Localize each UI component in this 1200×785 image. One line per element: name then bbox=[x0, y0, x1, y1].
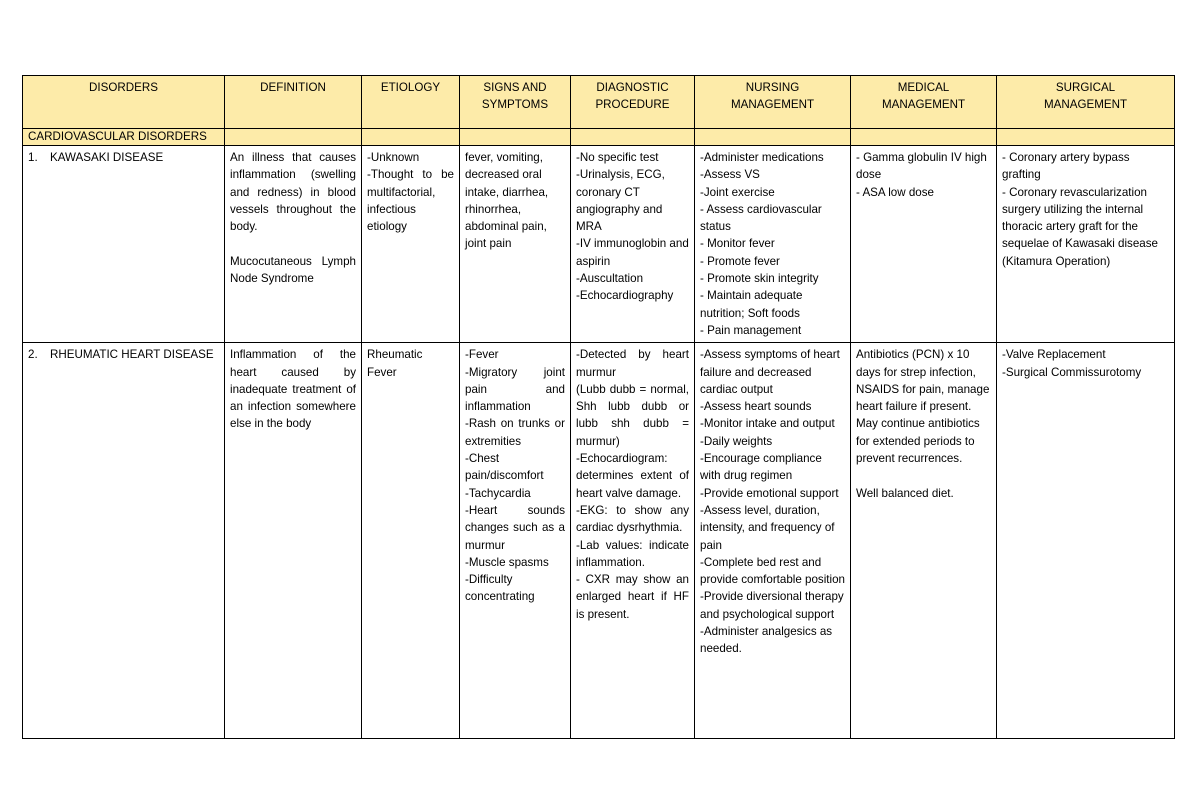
etiology-cell: -Unknown -Thought to be multifactorial, infectious etiology bbox=[362, 146, 460, 343]
definition-cell: Inflammation of the heart caused by inadequate treatment of an infection somewhere else in the body bbox=[225, 343, 362, 739]
signs-cell: -Fever -Migratory joint pain and inflammation -Rash on trunks or extremities -Chest pain/discomfort -Tachycardia -Heart sounds changes such as a murmur -Muscle spasms -Difficulty concentrating bbox=[460, 343, 571, 739]
section-empty-cell bbox=[851, 129, 997, 146]
header-row bbox=[23, 76, 1175, 129]
section-empty-cell bbox=[362, 129, 460, 146]
section-empty-cell bbox=[997, 129, 1175, 146]
medical-cell: Antibiotics (PCN) x 10 days for strep infection, NSAIDS for pain, manage heart failure if present. May continue antibiotics for extended periods to prevent recurrences. Well balanced diet. bbox=[851, 343, 997, 739]
header-etiology: ETIOLOGY bbox=[362, 76, 460, 129]
section-empty-cell bbox=[225, 129, 362, 146]
header-disorders: DISORDERS bbox=[23, 76, 225, 129]
header-nursing-management: NURSING MANAGEMENT bbox=[695, 76, 851, 129]
disorders-table bbox=[22, 75, 1175, 739]
section-empty-cell bbox=[460, 129, 571, 146]
nursing-cell: -Assess symptoms of heart failure and decreased cardiac output -Assess heart sounds -Monitor intake and output -Daily weights -Encourage compliance with drug regimen -Provide emotional support -Assess level, duration, intensity, and frequency of pain -Complete bed rest and provide comfortable position -Provide diversional therapy and psychological support -Administer analgesics as needed. bbox=[695, 343, 851, 739]
surgical-cell: - Coronary artery bypass grafting - Coronary revascularization surgery utilizing the internal thoracic artery graft for the sequelae of Kawasaki disease (Kitamura Operation) bbox=[997, 146, 1175, 343]
definition-cell: An illness that causes inflammation (swelling and redness) in blood vessels throughout the body. Mucocutaneous Lymph Node Syndrome bbox=[225, 146, 362, 343]
nursing-cell: -Administer medications -Assess VS -Joint exercise - Assess cardiovascular status - Monitor fever - Promote fever - Promote skin integrity - Maintain adequate nutrition; Soft foods - Pain management bbox=[695, 146, 851, 343]
header-surgical-management: SURGICAL MANAGEMENT bbox=[997, 76, 1175, 129]
row-number: 1. bbox=[28, 151, 38, 164]
table-row-rheumatic bbox=[23, 343, 1175, 739]
table-row-kawasaki bbox=[23, 146, 1175, 343]
header-diagnostic-procedure: DIAGNOSTIC PROCEDURE bbox=[571, 76, 695, 129]
disorder-name: KAWASAKI DISEASE bbox=[50, 151, 164, 164]
disorder-name: RHEUMATIC HEART DISEASE bbox=[50, 348, 214, 362]
header-signs-and-symptoms: SIGNS AND SYMPTOMS bbox=[460, 76, 571, 129]
disorder-cell bbox=[23, 146, 225, 343]
section-row bbox=[23, 129, 1175, 146]
etiology-cell: Rheumatic Fever bbox=[362, 343, 460, 739]
diagnostic-cell: -Detected by heart murmur (Lubb dubb = normal, Shh lubb dubb or lubb shh dubb = murmur) -Echocardiogram: determines extent of heart valve damage. -EKG: to show any cardiac dysrhythmia. -Lab values: indicate inflammation. - CXR may show an enlarged heart if HF is present. bbox=[571, 343, 695, 739]
surgical-cell: -Valve Replacement -Surgical Commissurotomy bbox=[997, 343, 1175, 739]
header-medical-management: MEDICAL MANAGEMENT bbox=[851, 76, 997, 129]
header-definition: DEFINITION bbox=[225, 76, 362, 129]
medical-cell: - Gamma globulin IV high dose - ASA low dose bbox=[851, 146, 997, 343]
section-title: CARDIOVASCULAR DISORDERS bbox=[23, 129, 225, 146]
disorder-cell bbox=[23, 343, 225, 739]
diagnostic-cell: -No specific test -Urinalysis, ECG, coronary CT angiography and MRA -IV immunoglobin and aspirin -Auscultation -Echocardiography bbox=[571, 146, 695, 343]
section-empty-cell bbox=[695, 129, 851, 146]
section-empty-cell bbox=[571, 129, 695, 146]
signs-cell: fever, vomiting, decreased oral intake, diarrhea, rhinorrhea, abdominal pain, joint pain bbox=[460, 146, 571, 343]
row-number: 2. bbox=[28, 348, 38, 362]
